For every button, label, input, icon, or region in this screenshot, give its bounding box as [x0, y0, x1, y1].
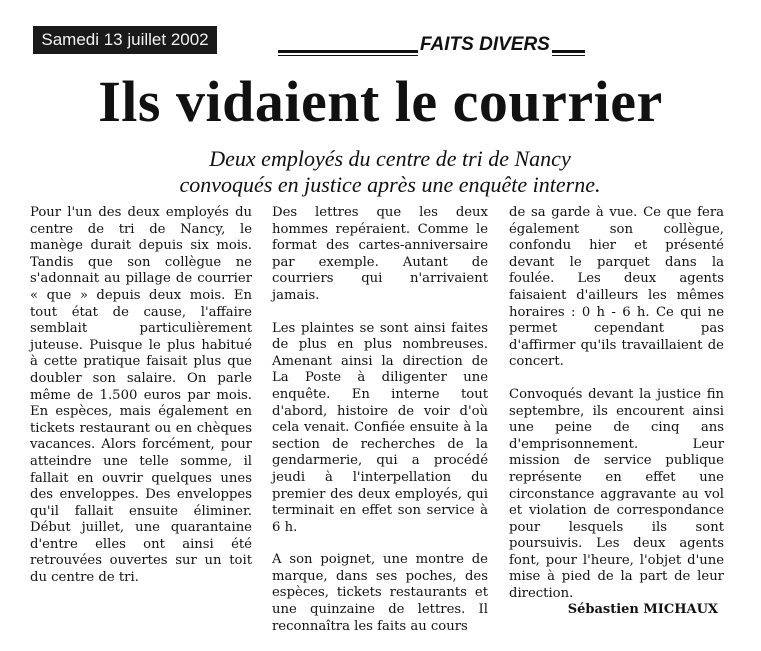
headline: Ils vidaient le courrier [98, 69, 663, 134]
subtitle-line: convoqués en justice après une enquête interne. [179, 172, 601, 197]
paragraph: Pour l'un des deux employés du centre de tri de Nancy, le manège durait depuis six mois. Tandis que son collègue ne s'adonnait au pillage de courrier « que » depuis deux mois. En tout état de cause, l'affaire semblait particulièrement juteuse. Puisque le plus habitué à cette pratique faisait plus que doubler son salaire. On parle même de 1.500 euros par mois. En espèces, mais également en tickets restaurant ou en chèques vacances. Alors forcément, pour atteindre une telle somme, il fallait en ouvrir quelques unes des enveloppes. Des enveloppes qu'il fallait ensuite éliminer. Début juillet, une quarantaine d'entre elles ont ainsi été retrouvées ouvertes sur un toit du centre de tri. [30, 205, 252, 586]
paragraph: A son poignet, une montre de marque, dans ses poches, des espèces, tickets restaurants et une quinzaine de lettres. Il reconnaîtra les faits au cours [272, 552, 488, 634]
paragraph: Les plaintes se sont ainsi faites de plus en plus nombreuses. Amenant ainsi la direction de La Poste à diligenter une enquête. En interne tout d'abord, histoire de voir d'où cela venait. Confiée ensuite à la section de recherches de la gendarmerie, qui a procédé jeudi à l'interpellation du premier des deux employés, qui terminait en effet son service à 6 h. [272, 320, 488, 535]
paragraph: de sa garde à vue. Ce que fera également son collègue, confondu hier et présenté devant le parquet dans la foulée. Les deux agents faisaient d'ailleurs les mêmes horaires : 0 h - 6 h. Ce qui ne permet cependant pas d'affirmer qu'ils travaillaient de concert. [509, 205, 724, 370]
paragraph: Des lettres que les deux hommes repéraient. Comme le format des cartes-anniversaire par exemple. Autant de courriers qui n'arrivaient jamais. [272, 205, 488, 303]
paragraph: Convoqués devant la justice fin septembre, ils encourent ainsi une peine de cinq ans d'emprisonnement. Leur mission de service publique représente en effet une circonstance aggravante au vol et violation de correspondance pour lesquels ils sont poursuivis. Les deux agents font, pour l'heure, l'objet d'une mise à pied de la part de leur direction. [509, 386, 724, 602]
section-rubric: FAITS DIVERS [420, 34, 550, 55]
article-column-3 [509, 205, 724, 619]
article-column-1 [30, 205, 252, 603]
date-label: Samedi 13 juillet 2002 [33, 26, 217, 54]
author-signature: Sébastien MICHAUX [567, 602, 718, 617]
subtitle-line: Deux employés du centre de tri de Nancy [209, 146, 571, 171]
article-column-2 [272, 205, 488, 651]
subtitle [90, 146, 690, 198]
